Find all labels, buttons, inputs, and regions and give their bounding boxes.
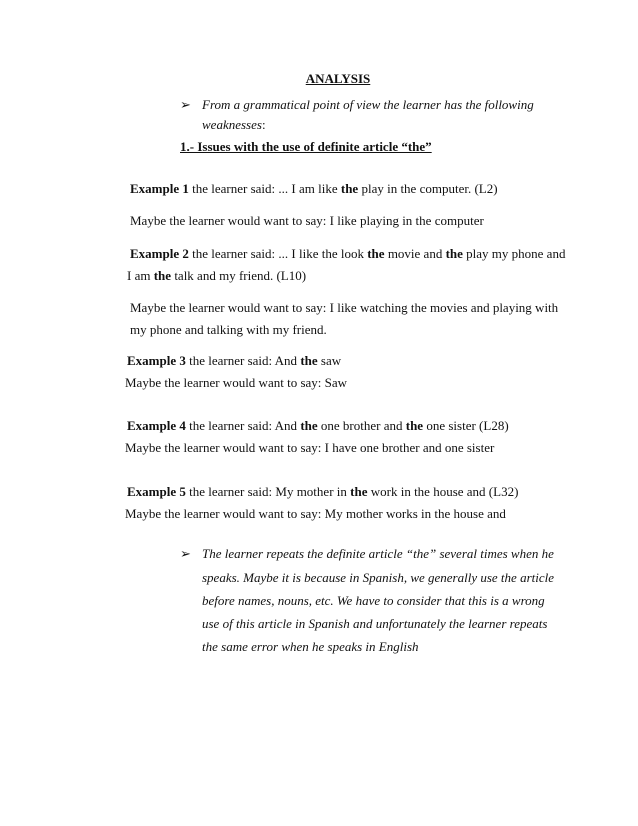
example-label: Example 4	[127, 418, 186, 433]
text-run: one sister (L28)	[423, 418, 509, 433]
example-2-said-line-2	[127, 268, 306, 284]
text-runs	[127, 268, 306, 283]
text-run: the learner said: ... I like the look	[188, 246, 368, 261]
bold-article-the: the	[300, 353, 318, 368]
bullet-arrow-icon: ➢	[180, 97, 191, 112]
example-label: Example 3	[127, 353, 186, 368]
example-4-said	[127, 418, 509, 434]
conclusion-line-3: before names, nouns, etc. We have to consider that this is a wrong	[202, 593, 545, 608]
section-heading: 1.- Issues with the use of definite article “the”	[180, 139, 432, 154]
text-run: work in the house and (L32)	[367, 484, 519, 499]
example-2-said-line-1	[130, 246, 565, 262]
intro-line-2-text: weaknesses	[202, 117, 262, 132]
example-2-want-line-2: my phone and talking with my friend.	[130, 322, 327, 337]
conclusion-line-5: the same error when he speaks in English	[202, 639, 419, 654]
text-run: movie and	[384, 246, 446, 261]
text-run: play in the computer. (L2)	[358, 181, 498, 196]
intro-line-2	[202, 117, 266, 133]
intro-line-2-colon: :	[261, 117, 266, 132]
example-4-want: Maybe the learner would want to say: I have one brother and one sister	[125, 440, 495, 455]
conclusion-line-2: speaks. Maybe it is because in Spanish, we generally use the article	[202, 570, 555, 585]
conclusion-line-4: use of this article in Spanish and unfortunately the learner repeats	[202, 616, 548, 631]
text-runs	[186, 484, 519, 499]
bold-article-the: the	[367, 246, 385, 261]
example-1-said	[130, 181, 498, 197]
intro-line-1: From a grammatical point of view the learner has the following	[202, 97, 534, 112]
text-runs	[189, 246, 566, 261]
text-run: play my phone and	[462, 246, 566, 261]
example-label: Example 2	[130, 246, 189, 261]
bold-article-the: the	[340, 181, 359, 196]
example-5-said	[127, 484, 518, 500]
bold-article-the: the	[300, 418, 318, 433]
bullet-arrow-icon: ➢	[180, 546, 191, 561]
text-runs	[186, 353, 341, 368]
bold-article-the: the	[445, 246, 463, 261]
bold-article-the: the	[350, 484, 368, 499]
bold-article-the: the	[153, 268, 172, 283]
bold-article-the: the	[405, 418, 424, 433]
conclusion-line-1: The learner repeats the definite article “the” several times when he	[202, 546, 554, 561]
text-run: the learner said: My mother in	[185, 484, 351, 499]
text-run: one brother and	[317, 418, 406, 433]
text-run: saw	[317, 353, 342, 368]
example-1-want: Maybe the learner would want to say: I like playing in the computer	[130, 213, 484, 228]
example-3-want: Maybe the learner would want to say: Saw	[125, 375, 348, 390]
example-5-want: Maybe the learner would want to say: My mother works in the house and	[125, 506, 506, 521]
text-runs	[189, 181, 498, 196]
text-runs	[186, 418, 509, 433]
text-run: I am	[127, 268, 154, 283]
page-title: ANALYSIS	[305, 71, 371, 86]
example-3-said	[127, 353, 341, 369]
example-2-want-line-1: Maybe the learner would want to say: I like watching the movies and playing with	[130, 300, 559, 315]
text-run: the learner said: ... I am like	[188, 181, 341, 196]
text-run: talk and my friend. (L10)	[171, 268, 307, 283]
text-run: the learner said: And	[185, 418, 301, 433]
example-label: Example 1	[130, 181, 189, 196]
text-run: the learner said: And	[185, 353, 301, 368]
example-label: Example 5	[127, 484, 186, 499]
